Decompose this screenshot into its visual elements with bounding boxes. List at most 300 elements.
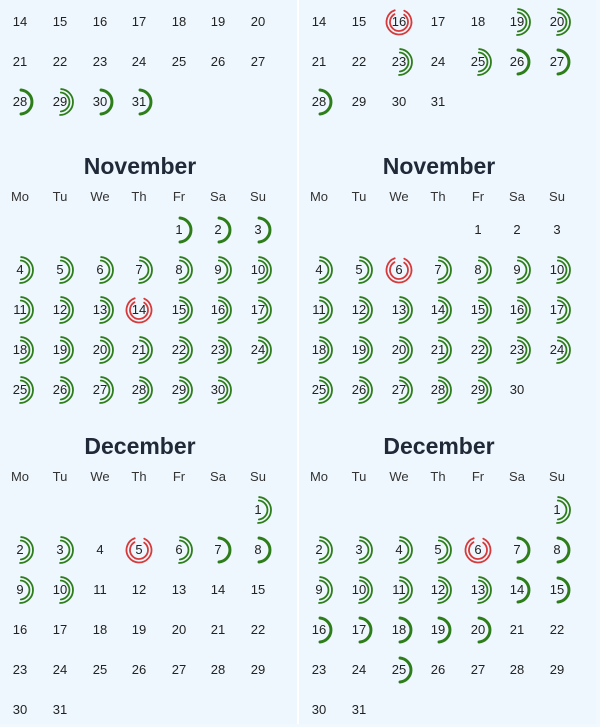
day-cell[interactable] [540,293,574,327]
day-cell[interactable] [83,85,117,119]
day-cell[interactable] [3,85,37,119]
day-cell[interactable] [540,653,574,687]
day-cell[interactable] [3,333,37,367]
day-cell[interactable] [540,573,574,607]
day-cell[interactable] [162,213,196,247]
day-cell[interactable] [421,45,455,79]
day-cell[interactable] [302,693,336,727]
day-cell[interactable] [201,5,235,39]
day-cell[interactable] [421,533,455,567]
day-cell[interactable] [43,293,77,327]
day-number: 9 [513,262,521,277]
weekday-header: Su [549,189,565,204]
day-number: 27 [549,54,565,69]
day-cell[interactable] [43,5,77,39]
day-number: 1 [474,222,482,237]
day-cell[interactable] [201,213,235,247]
weekday-header: Sa [509,469,525,484]
day-number: 17 [131,14,147,29]
day-cell[interactable] [241,493,275,527]
day-cell[interactable] [500,333,534,367]
day-cell[interactable] [3,533,37,567]
day-number: 8 [254,542,262,557]
day-cell[interactable] [83,613,117,647]
day-cell[interactable] [43,85,77,119]
day-number: 10 [52,582,68,597]
day-cell[interactable] [342,533,376,567]
day-number: 14 [311,14,327,29]
day-cell[interactable] [162,293,196,327]
month-title: November [83,153,197,179]
day-number: 7 [434,262,442,277]
day-number: 9 [16,582,24,597]
day-cell[interactable] [382,5,416,39]
day-cell[interactable] [500,533,534,567]
day-cell[interactable] [122,573,156,607]
day-cell[interactable] [43,533,77,567]
day-cell[interactable] [342,5,376,39]
day-cell[interactable] [302,85,336,119]
day-number: 1 [175,222,183,237]
day-number: 19 [52,342,68,357]
day-number: 5 [135,542,143,557]
day-cell[interactable] [162,253,196,287]
day-cell[interactable] [201,533,235,567]
day-number: 2 [214,222,222,237]
day-cell[interactable] [43,373,77,407]
day-cell[interactable] [43,653,77,687]
day-number: 25 [12,382,28,397]
day-number: 23 [509,342,525,357]
day-cell[interactable] [43,573,77,607]
day-cell[interactable] [500,613,534,647]
day-number: 16 [391,14,407,29]
day-cell[interactable] [302,253,336,287]
weekday-header: Th [430,469,446,484]
day-cell[interactable] [302,373,336,407]
day-number: 20 [391,342,407,357]
day-number: 24 [549,342,565,357]
day-number: 16 [92,14,108,29]
weekday-header: Tu [52,189,68,204]
day-cell[interactable] [241,573,275,607]
day-cell[interactable] [201,613,235,647]
day-cell[interactable] [43,253,77,287]
day-number: 17 [351,622,367,637]
day-cell[interactable] [201,573,235,607]
day-cell[interactable] [421,333,455,367]
day-cell[interactable] [201,253,235,287]
day-number: 4 [96,542,104,557]
day-number: 18 [92,622,108,637]
weekday-header: Th [430,189,446,204]
day-number: 1 [254,502,262,517]
day-cell[interactable] [382,533,416,567]
day-cell[interactable] [421,573,455,607]
day-cell[interactable] [122,253,156,287]
day-number: 28 [12,94,28,109]
day-cell[interactable] [122,373,156,407]
day-cell[interactable] [241,293,275,327]
day-cell[interactable] [201,45,235,79]
day-cell[interactable] [461,333,495,367]
day-cell[interactable] [122,333,156,367]
day-number: 23 [210,342,226,357]
day-cell[interactable] [540,333,574,367]
day-cell[interactable] [461,573,495,607]
day-number: 13 [92,302,108,317]
weekday-header: Sa [509,189,525,204]
day-cell[interactable] [201,373,235,407]
day-number: 4 [315,262,323,277]
weekday-header: Th [131,469,147,484]
day-number: 11 [312,302,326,317]
day-number: 14 [430,302,446,317]
day-cell[interactable] [43,45,77,79]
weekday-header: We [389,469,409,484]
day-number: 29 [52,94,68,109]
day-number: 29 [351,94,367,109]
day-cell[interactable] [342,693,376,727]
day-number: 26 [509,54,525,69]
day-number: 13 [391,302,407,317]
day-cell[interactable] [162,533,196,567]
day-cell[interactable] [500,373,534,407]
day-number: 7 [214,542,222,557]
day-cell[interactable] [461,213,495,247]
weekday-header: Mo [309,189,329,204]
day-cell[interactable] [83,5,117,39]
day-number: 10 [549,262,565,277]
day-number: 19 [351,342,367,357]
day-number: 27 [391,382,407,397]
day-number: 27 [92,382,108,397]
day-cell[interactable] [162,45,196,79]
day-number: 28 [131,382,147,397]
day-number: 20 [470,622,486,637]
day-cell[interactable] [83,653,117,687]
day-number: 12 [351,302,367,317]
day-number: 11 [392,582,406,597]
day-number: 24 [351,662,367,677]
day-number: 16 [311,622,327,637]
day-cell[interactable] [122,533,156,567]
day-number: 24 [430,54,446,69]
day-number: 18 [470,14,486,29]
day-cell[interactable] [342,85,376,119]
day-number: 1 [553,502,561,517]
day-number: 31 [52,702,68,717]
day-cell[interactable] [421,373,455,407]
day-cell[interactable] [540,45,574,79]
day-number: 31 [351,702,367,717]
day-cell[interactable] [342,373,376,407]
day-cell[interactable] [500,45,534,79]
day-cell[interactable] [3,45,37,79]
day-cell[interactable] [302,5,336,39]
day-cell[interactable] [3,5,37,39]
day-number: 29 [470,382,486,397]
day-number: 7 [135,262,143,277]
day-number: 27 [470,662,486,677]
month-title: December [383,433,495,459]
day-number: 30 [509,382,525,397]
day-cell[interactable] [201,333,235,367]
day-number: 8 [474,262,482,277]
day-number: 29 [171,382,187,397]
day-number: 23 [92,54,108,69]
day-cell[interactable] [461,373,495,407]
day-number: 22 [470,342,486,357]
day-cell[interactable] [162,573,196,607]
day-number: 25 [470,54,486,69]
day-cell[interactable] [302,333,336,367]
day-number: 4 [16,262,24,277]
day-cell[interactable] [43,333,77,367]
weekday-header: Mo [10,469,30,484]
day-cell[interactable] [382,45,416,79]
day-cell[interactable] [421,293,455,327]
day-cell[interactable] [500,653,534,687]
day-cell[interactable] [342,653,376,687]
day-cell[interactable] [302,653,336,687]
day-number: 24 [52,662,68,677]
day-cell[interactable] [241,533,275,567]
day-number: 18 [12,342,28,357]
day-number: 6 [474,542,482,557]
day-cell[interactable] [241,333,275,367]
day-number: 21 [210,622,226,637]
day-number: 15 [470,302,486,317]
day-number: 12 [52,302,68,317]
day-cell[interactable] [3,373,37,407]
day-number: 15 [52,14,68,29]
day-number: 26 [430,662,446,677]
day-number: 5 [355,262,363,277]
day-cell[interactable] [3,613,37,647]
day-number: 15 [351,14,367,29]
day-number: 7 [513,542,521,557]
day-number: 8 [175,262,183,277]
day-cell[interactable] [302,533,336,567]
day-cell[interactable] [342,333,376,367]
day-number: 28 [311,94,327,109]
day-number: 5 [434,542,442,557]
day-cell[interactable] [461,533,495,567]
day-cell[interactable] [162,653,196,687]
day-number: 17 [549,302,565,317]
day-cell[interactable] [162,373,196,407]
day-number: 25 [171,54,187,69]
day-number: 14 [509,582,525,597]
day-number: 24 [250,342,266,357]
day-number: 28 [509,662,525,677]
day-cell[interactable] [461,613,495,647]
day-cell[interactable] [500,253,534,287]
day-cell[interactable] [162,5,196,39]
day-number: 26 [351,382,367,397]
day-number: 21 [509,622,525,637]
day-number: 15 [549,582,565,597]
day-cell[interactable] [540,213,574,247]
day-number: 10 [250,262,266,277]
day-number: 14 [131,302,147,317]
day-number: 16 [509,302,525,317]
day-number: 8 [553,542,561,557]
day-number: 30 [311,702,327,717]
day-cell[interactable] [122,45,156,79]
day-cell[interactable] [3,573,37,607]
day-number: 2 [315,542,323,557]
day-cell[interactable] [342,45,376,79]
weekday-header: Fr [172,469,186,484]
weekday-header: We [90,189,110,204]
day-number: 3 [355,542,363,557]
day-cell[interactable] [122,293,156,327]
day-cell[interactable] [302,293,336,327]
day-number: 19 [131,622,147,637]
day-number: 2 [513,222,521,237]
day-number: 21 [311,54,327,69]
day-cell[interactable] [43,613,77,647]
day-cell[interactable] [500,293,534,327]
calendar-panel-left [0,0,297,724]
day-cell[interactable] [83,573,117,607]
day-cell[interactable] [241,253,275,287]
day-number: 22 [52,54,68,69]
day-cell[interactable] [3,693,37,727]
weekday-header: Su [549,469,565,484]
day-cell[interactable] [201,653,235,687]
day-cell[interactable] [540,5,574,39]
day-cell[interactable] [83,533,117,567]
day-cell[interactable] [421,653,455,687]
day-number: 22 [549,622,565,637]
weekday-header: Su [250,189,266,204]
day-cell[interactable] [421,253,455,287]
day-cell[interactable] [302,613,336,647]
day-number: 30 [210,382,226,397]
day-cell[interactable] [382,613,416,647]
day-number: 17 [52,622,68,637]
day-number: 2 [16,542,24,557]
day-cell[interactable] [540,613,574,647]
day-cell[interactable] [122,5,156,39]
day-number: 15 [171,302,187,317]
day-cell[interactable] [342,613,376,647]
day-number: 6 [175,542,183,557]
calendar-panel-right [299,0,596,724]
day-number: 23 [311,662,327,677]
day-cell[interactable] [342,253,376,287]
day-number: 19 [509,14,525,29]
day-cell[interactable] [302,45,336,79]
weekday-header: Sa [210,189,226,204]
day-number: 23 [391,54,407,69]
day-number: 3 [254,222,262,237]
day-cell[interactable] [241,613,275,647]
day-cell[interactable] [540,493,574,527]
day-number: 12 [131,582,147,597]
weekday-header: Tu [351,469,367,484]
day-number: 14 [210,582,226,597]
weekday-header: Th [131,189,147,204]
weekday-header: Fr [471,189,485,204]
day-cell[interactable] [382,333,416,367]
day-number: 18 [171,14,187,29]
day-number: 30 [391,94,407,109]
day-number: 31 [430,94,446,109]
day-cell[interactable] [241,653,275,687]
day-number: 17 [430,14,446,29]
day-cell[interactable] [122,613,156,647]
day-number: 19 [210,14,226,29]
day-cell[interactable] [302,573,336,607]
day-cell[interactable] [83,373,117,407]
day-number: 21 [12,54,28,69]
day-cell[interactable] [461,653,495,687]
day-cell[interactable] [83,333,117,367]
day-cell[interactable] [421,613,455,647]
day-cell[interactable] [83,253,117,287]
day-number: 16 [210,302,226,317]
day-cell[interactable] [382,85,416,119]
day-cell[interactable] [162,333,196,367]
day-cell[interactable] [241,45,275,79]
day-number: 22 [250,622,266,637]
day-cell[interactable] [241,5,275,39]
day-cell[interactable] [83,45,117,79]
day-cell[interactable] [201,293,235,327]
day-cell[interactable] [162,613,196,647]
day-cell[interactable] [382,373,416,407]
day-cell[interactable] [122,85,156,119]
day-cell[interactable] [241,213,275,247]
day-cell[interactable] [461,5,495,39]
day-cell[interactable] [540,533,574,567]
day-cell[interactable] [382,653,416,687]
weekday-header: Tu [351,189,367,204]
day-cell[interactable] [3,653,37,687]
day-cell[interactable] [3,253,37,287]
day-cell[interactable] [382,253,416,287]
day-number: 15 [250,582,266,597]
day-cell[interactable] [342,573,376,607]
day-cell[interactable] [3,293,37,327]
day-cell[interactable] [421,85,455,119]
day-cell[interactable] [461,45,495,79]
day-cell[interactable] [540,253,574,287]
day-cell[interactable] [342,293,376,327]
day-cell[interactable] [461,253,495,287]
day-cell[interactable] [500,213,534,247]
day-cell[interactable] [500,5,534,39]
day-cell[interactable] [421,5,455,39]
weekday-header: Fr [471,469,485,484]
day-cell[interactable] [43,693,77,727]
day-number: 31 [131,94,147,109]
day-cell[interactable] [382,573,416,607]
month-title: November [382,153,496,179]
day-number: 26 [52,382,68,397]
day-cell[interactable] [461,293,495,327]
day-number: 17 [250,302,266,317]
day-cell[interactable] [382,293,416,327]
day-cell[interactable] [122,653,156,687]
day-cell[interactable] [500,573,534,607]
day-cell[interactable] [83,293,117,327]
day-number: 20 [171,622,187,637]
